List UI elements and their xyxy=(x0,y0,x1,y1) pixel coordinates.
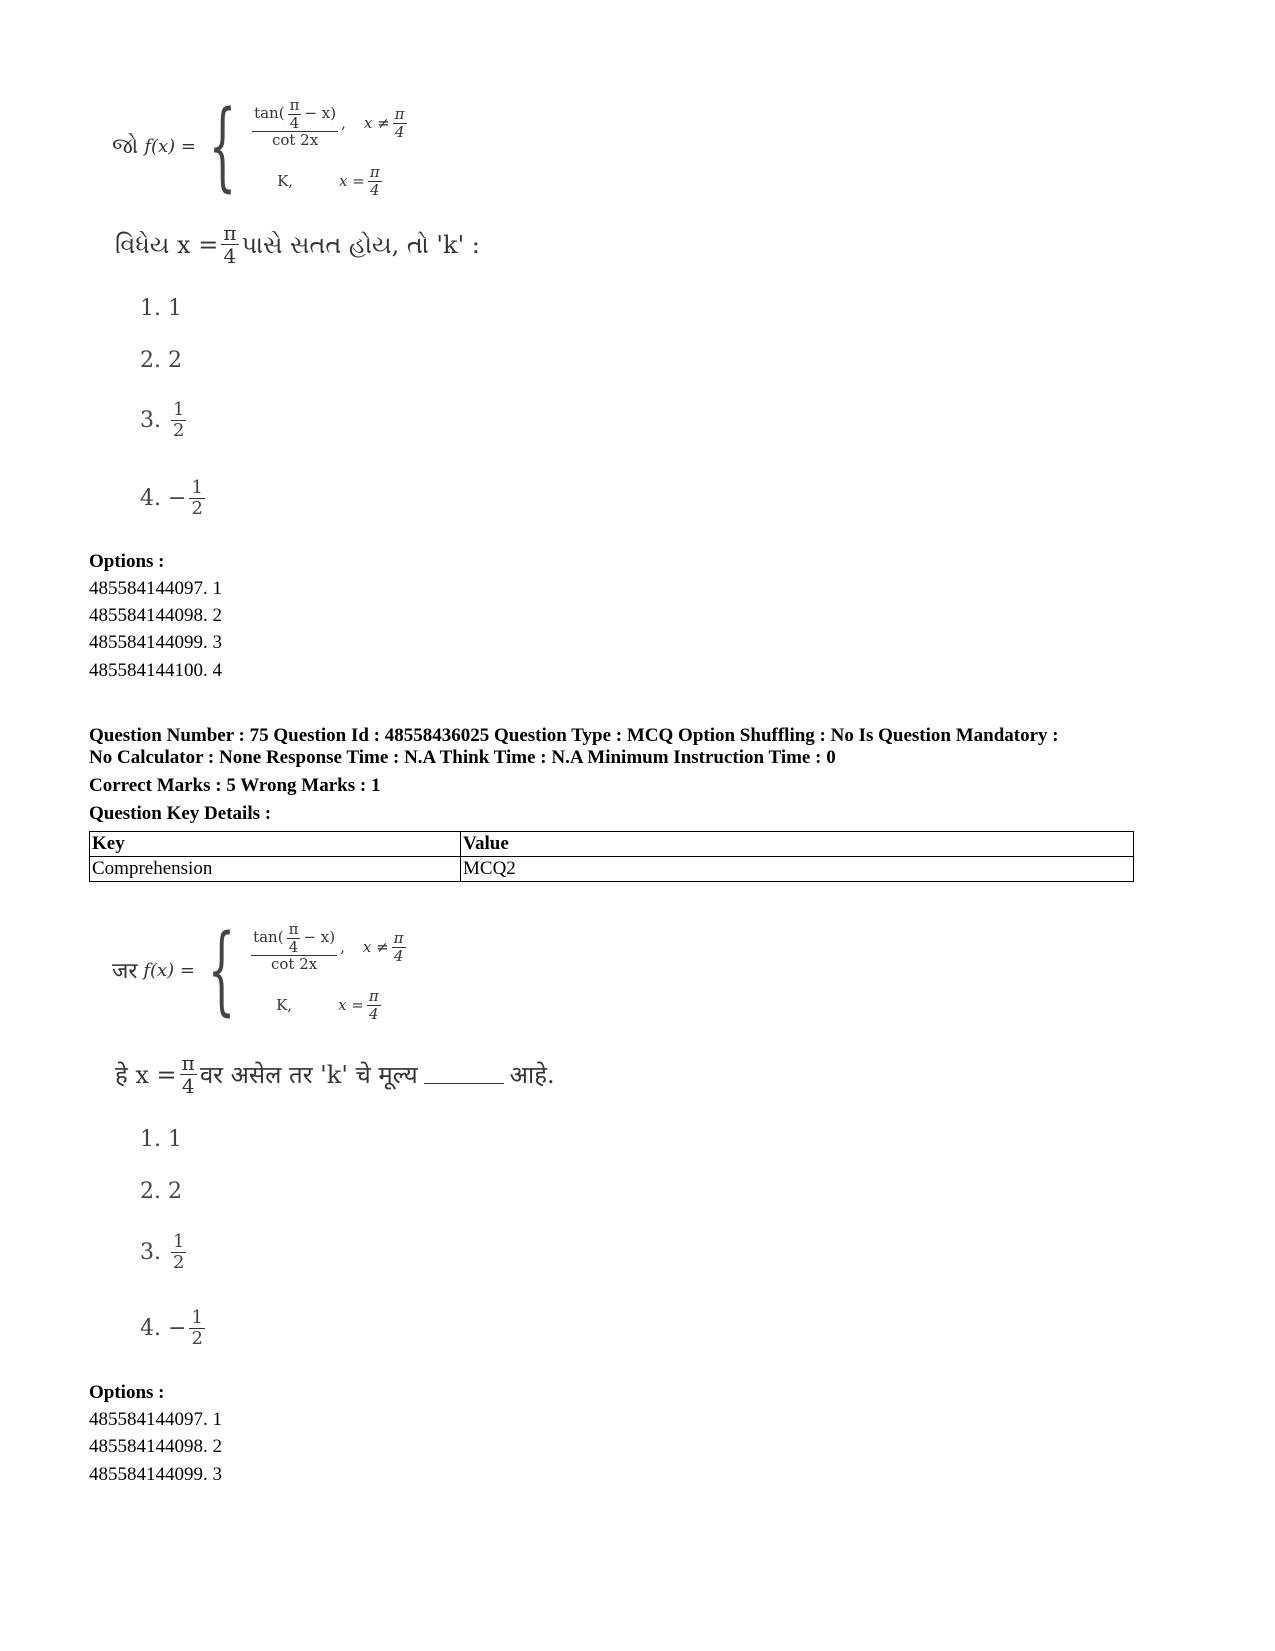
choice-2: 2. 2 xyxy=(140,1179,182,1204)
left-brace: { xyxy=(207,914,236,1026)
question-stem-gujarati: વિધેય x = $\frac{\pi}{4}$ પાસે સતત હોય, તો 'k' : xyxy=(115,221,480,268)
option-id: 485584144100. 4 xyxy=(89,660,222,681)
option-id: 485584144097. 1 xyxy=(89,1409,222,1430)
key-details-table xyxy=(89,831,1134,882)
question-meta xyxy=(89,725,1139,769)
option-id: 485584144099. 3 xyxy=(89,1464,222,1485)
choice-1: 1. 1 xyxy=(140,1127,182,1152)
table-cell: MCQ2 xyxy=(461,857,1134,882)
option-id: 485584144097. 1 xyxy=(89,578,222,599)
function-lhs: f(x) = xyxy=(144,135,196,157)
cases: tan( $\frac{\pi}{4}$ − x) cot 2x , x ≠ $\frac{\pi}{4}$ K, x = $\frac{\pi}{4}$ xyxy=(253,920,404,1023)
table-row xyxy=(90,857,1134,882)
options-label: Options : xyxy=(89,551,165,572)
choice-4: 4. − $\frac{1}{2}$ xyxy=(140,477,203,519)
choice-4: 4. − $\frac{1}{2}$ xyxy=(140,1307,203,1349)
piecewise-function-gujarati xyxy=(112,88,410,204)
left-brace: { xyxy=(208,90,237,202)
cases: tan( $\frac{\pi}{4}$ − x) cot 2x , x ≠ $\frac{\pi}{4}$ K, x = $\frac{\pi}{4}$ xyxy=(254,96,405,199)
choice-2: 2. 2 xyxy=(140,348,182,373)
function-lhs: f(x) = xyxy=(143,959,195,981)
question-meta-line-2: No Calculator : None Response Time : N.A Think Time : N.A Minimum Instruction Time : 0 xyxy=(89,747,836,768)
tan-over-cot: tan( $\frac{\pi}{4}$ − x) cot 2x xyxy=(253,920,336,974)
choice-3: 3. $\frac{1}{2}$ xyxy=(140,1231,185,1273)
option-id: 485584144099. 3 xyxy=(89,632,222,653)
table-header-key: Key xyxy=(90,832,461,857)
tan-over-cot: tan( $\frac{\pi}{4}$ − x) cot 2x xyxy=(254,96,337,150)
table-header-value: Value xyxy=(461,832,1134,857)
option-id: 485584144098. 2 xyxy=(89,605,222,626)
key-details-label: Question Key Details : xyxy=(89,803,272,824)
piecewise-function-marathi xyxy=(112,912,409,1028)
answer-blank xyxy=(424,1065,504,1084)
option-id: 485584144098. 2 xyxy=(89,1436,222,1457)
intro-word: जर xyxy=(112,959,138,984)
question-meta-line-1: Question Number : 75 Question Id : 48558436025 Question Type : MCQ Option Shuffling : No Is Question Mandatory : xyxy=(89,725,1059,746)
options-label: Options : xyxy=(89,1382,165,1403)
question-stem-marathi: हे x = $\frac{\pi}{4}$ वर असेल तर 'k' चे मूल्य आहे. xyxy=(115,1051,555,1098)
table-header-row xyxy=(90,832,1134,857)
table-cell: Comprehension xyxy=(90,857,461,882)
marks-line: Correct Marks : 5 Wrong Marks : 1 xyxy=(89,775,381,796)
choice-3: 3. $\frac{1}{2}$ xyxy=(140,399,185,441)
intro-word: જો xyxy=(112,133,139,159)
choice-1: 1. 1 xyxy=(140,296,182,321)
